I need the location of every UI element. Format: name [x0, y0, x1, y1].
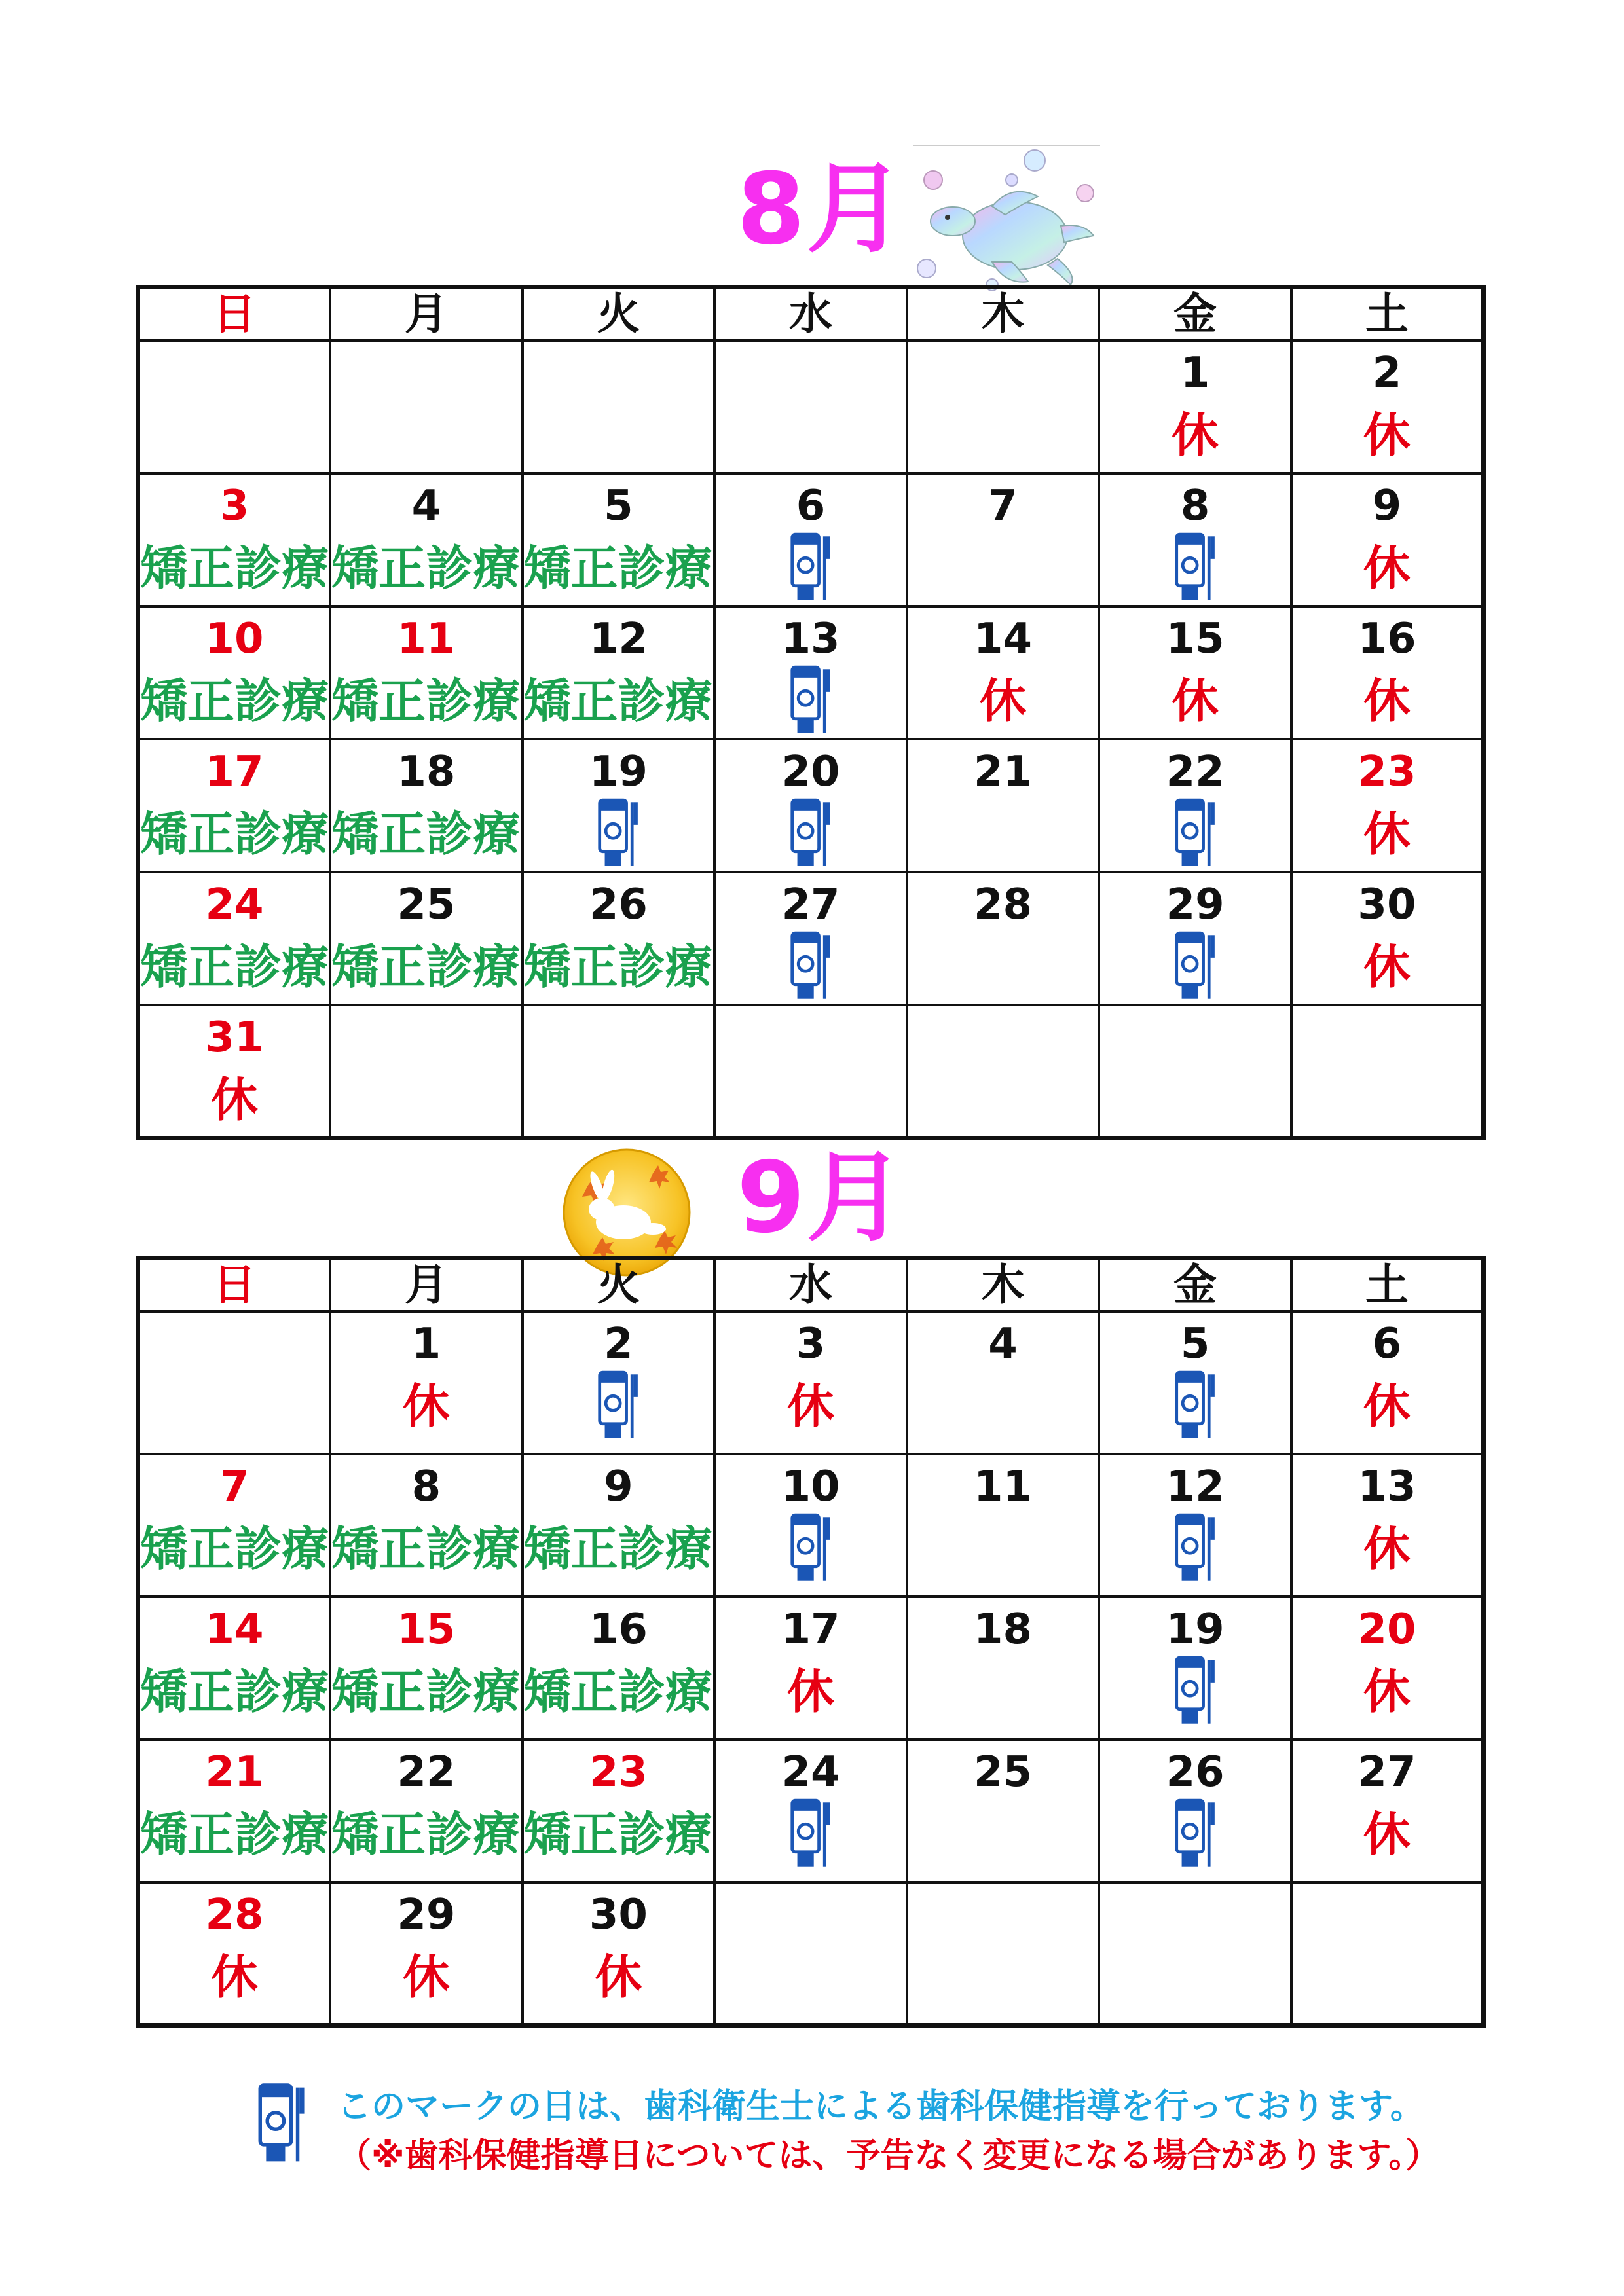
day-number: 27: [1357, 1748, 1416, 1796]
day-cell: [523, 1740, 715, 1882]
day-number: 6: [1372, 1320, 1402, 1368]
day-cell: [1291, 340, 1484, 473]
orthodontic-label: 矯正診療: [331, 931, 521, 1003]
day-number: 27: [781, 881, 840, 929]
toothpaste-toothbrush-icon: [788, 931, 834, 1003]
day-cell: [1291, 1740, 1484, 1882]
day-cell: [523, 1882, 715, 2025]
day-cell: [330, 1597, 523, 1740]
day-number: 16: [589, 1605, 648, 1654]
toothpaste-toothbrush-icon: [1172, 1656, 1218, 1728]
toothpaste-toothbrush-icon: [1172, 532, 1218, 604]
day-cell: [138, 606, 331, 739]
day-number: 10: [781, 1463, 840, 1511]
weekday-header: 土: [1291, 1258, 1484, 1312]
day-cell: [138, 1882, 331, 2025]
day-number: 4: [411, 482, 441, 530]
day-cell: [523, 1597, 715, 1740]
hygiene-guidance-mark: [1100, 532, 1290, 604]
week-row: [138, 473, 1484, 606]
orthodontic-label: 矯正診療: [140, 1656, 329, 1728]
day-cell: [1291, 473, 1484, 606]
holiday-label: 休: [1172, 674, 1219, 729]
day-cell: [138, 1005, 331, 1139]
day-cell: [714, 872, 907, 1005]
hygiene-guidance-mark: [524, 1370, 714, 1442]
day-number: 20: [1357, 1605, 1416, 1654]
day-number: 17: [205, 748, 264, 796]
hygiene-guidance-mark: [524, 798, 714, 870]
day-number: 18: [974, 1605, 1033, 1654]
day-number: 19: [589, 748, 648, 796]
holiday-label: 休: [1363, 807, 1411, 862]
day-number: 13: [781, 615, 840, 663]
holiday-label: 休: [1363, 939, 1411, 994]
orthodontic-label: 矯正診療: [524, 931, 714, 1003]
hygiene-guidance-mark: [1100, 1798, 1290, 1870]
week-row: [138, 1597, 1484, 1740]
day-number: 9: [1372, 482, 1402, 530]
day-cell: [714, 340, 907, 473]
day-cell: [330, 1454, 523, 1597]
day-cell: [1099, 1882, 1291, 2025]
day-cell: [523, 606, 715, 739]
day-cell: [523, 1311, 715, 1454]
day-cell: [1291, 1005, 1484, 1139]
toothpaste-toothbrush-icon: [788, 1798, 834, 1870]
day-cell: [330, 473, 523, 606]
orthodontic-label: 矯正診療: [524, 1656, 714, 1728]
toothpaste-toothbrush-icon: [1172, 1370, 1218, 1442]
day-cell: [138, 1740, 331, 1882]
weekday-header: 月: [330, 287, 523, 341]
day-number: 30: [589, 1891, 648, 1939]
day-number: 10: [205, 615, 264, 663]
weekday-header: 土: [1291, 287, 1484, 341]
day-cell: [1099, 1311, 1291, 1454]
day-number: 5: [1180, 1320, 1210, 1368]
hygiene-guidance-mark: [1100, 1513, 1290, 1585]
day-cell: [907, 340, 1099, 473]
day-cell: [330, 1005, 523, 1139]
legend-text: このマークの日は、歯科衛生士による歯科保健指導を行っております。: [337, 2087, 1424, 2126]
weekday-header: 日: [138, 287, 331, 341]
day-cell: [1099, 1454, 1291, 1597]
orthodontic-label: 矯正診療: [331, 1798, 521, 1870]
day-cell: [523, 473, 715, 606]
orthodontic-label: 矯正診療: [524, 1798, 714, 1870]
holiday-label: 休: [211, 1072, 259, 1127]
orthodontic-label: 矯正診療: [524, 665, 714, 737]
day-number: 15: [1166, 615, 1225, 663]
day-cell: [714, 1740, 907, 1882]
hygiene-guidance-mark: [1100, 1370, 1290, 1442]
day-number: 8: [1180, 482, 1210, 530]
august-calendar: [136, 285, 1486, 1140]
day-number: 21: [974, 748, 1033, 796]
day-cell: [907, 473, 1099, 606]
day-cell: [714, 606, 907, 739]
orthodontic-label: 矯正診療: [331, 532, 521, 604]
orthodontic-label: 矯正診療: [140, 665, 329, 737]
orthodontic-label: 矯正診療: [331, 798, 521, 870]
week-row: [138, 340, 1484, 473]
hygiene-guidance-mark: [716, 1513, 906, 1585]
hygiene-guidance-mark: [716, 1798, 906, 1870]
toothpaste-toothbrush-icon: [255, 2082, 308, 2167]
toothpaste-toothbrush-icon: [788, 798, 834, 870]
weekday-header: 月: [330, 1258, 523, 1312]
holiday-label: 休: [402, 1950, 450, 2005]
day-cell: [907, 1005, 1099, 1139]
day-cell: [714, 1454, 907, 1597]
holiday-label: 休: [1363, 1379, 1411, 1434]
weekday-header: 水: [714, 1258, 907, 1312]
day-number: 2: [1372, 349, 1402, 397]
day-cell: [1099, 872, 1291, 1005]
day-number: 28: [974, 881, 1033, 929]
day-cell: [714, 1597, 907, 1740]
toothpaste-toothbrush-icon: [595, 1370, 641, 1442]
day-cell: [1099, 473, 1291, 606]
day-cell: [1099, 1597, 1291, 1740]
day-cell: [907, 1311, 1099, 1454]
toothpaste-toothbrush-icon: [1172, 931, 1218, 1003]
hygiene-guidance-mark: [716, 798, 906, 870]
orthodontic-label: 矯正診療: [331, 1513, 521, 1585]
toothpaste-toothbrush-icon: [1172, 798, 1218, 870]
day-cell: [1099, 606, 1291, 739]
holiday-label: 休: [1363, 1664, 1411, 1719]
day-number: 29: [1166, 881, 1225, 929]
day-cell: [1291, 1311, 1484, 1454]
orthodontic-label: 矯正診療: [331, 1656, 521, 1728]
day-cell: [907, 739, 1099, 872]
weekday-header: 金: [1099, 1258, 1291, 1312]
day-number: 12: [589, 615, 648, 663]
august-title: 8月: [737, 153, 906, 266]
day-number: 15: [397, 1605, 456, 1654]
orthodontic-label: 矯正診療: [140, 931, 329, 1003]
orthodontic-label: 矯正診療: [140, 1798, 329, 1870]
day-number: 11: [974, 1463, 1033, 1511]
toothpaste-toothbrush-icon: [595, 798, 641, 870]
day-cell: [138, 340, 331, 473]
orthodontic-label: 矯正診療: [524, 532, 714, 604]
day-number: 24: [781, 1748, 840, 1796]
day-number: 14: [205, 1605, 264, 1654]
day-cell: [1291, 1882, 1484, 2025]
day-number: 22: [1166, 748, 1225, 796]
day-number: 26: [1166, 1748, 1225, 1796]
day-number: 8: [411, 1463, 441, 1511]
holiday-label: 休: [1363, 674, 1411, 729]
day-cell: [1291, 1597, 1484, 1740]
day-number: 1: [1180, 349, 1210, 397]
day-cell: [330, 1740, 523, 1882]
toothpaste-toothbrush-icon: [1172, 1513, 1218, 1585]
day-cell: [907, 606, 1099, 739]
day-cell: [1099, 1005, 1291, 1139]
day-number: 14: [974, 615, 1033, 663]
week-row: [138, 1882, 1484, 2025]
day-number: 30: [1357, 881, 1416, 929]
toothpaste-toothbrush-icon: [788, 665, 834, 737]
day-cell: [523, 872, 715, 1005]
day-number: 28: [205, 1891, 264, 1939]
holiday-label: 休: [979, 674, 1027, 729]
day-cell: [330, 739, 523, 872]
holiday-label: 休: [786, 1664, 834, 1719]
holiday-label: 休: [211, 1950, 259, 2005]
day-number: 22: [397, 1748, 456, 1796]
day-cell: [330, 1882, 523, 2025]
weekday-header: 木: [907, 1258, 1099, 1312]
day-cell: [714, 473, 907, 606]
holiday-label: 休: [1172, 408, 1219, 463]
toothpaste-toothbrush-icon: [788, 532, 834, 604]
day-cell: [523, 1454, 715, 1597]
weekday-header: 水: [714, 287, 907, 341]
week-row: [138, 739, 1484, 872]
hygiene-guidance-mark: [1100, 798, 1290, 870]
august-weeks: [138, 340, 1484, 1139]
day-number: 23: [1357, 748, 1416, 796]
day-cell: [714, 1882, 907, 2025]
holiday-label: 休: [786, 1379, 834, 1434]
weekday-header-row: [138, 1258, 1484, 1312]
day-cell: [1291, 606, 1484, 739]
day-cell: [1099, 739, 1291, 872]
legend-disclaimer: （※歯科保健指導日については、予告なく変更になる場合があります。）: [337, 2136, 1440, 2176]
hygiene-guidance-mark: [1100, 931, 1290, 1003]
day-cell: [1099, 1740, 1291, 1882]
holiday-label: 休: [402, 1379, 450, 1434]
week-row: [138, 1005, 1484, 1139]
week-row: [138, 872, 1484, 1005]
day-cell: [330, 1311, 523, 1454]
day-number: 23: [589, 1748, 648, 1796]
day-number: 9: [604, 1463, 633, 1511]
orthodontic-label: 矯正診療: [140, 532, 329, 604]
week-row: [138, 1311, 1484, 1454]
day-cell: [714, 1005, 907, 1139]
hygiene-guidance-mark: [716, 665, 906, 737]
holiday-label: 休: [1363, 1807, 1411, 1862]
day-number: 31: [205, 1013, 264, 1062]
day-number: 13: [1357, 1463, 1416, 1511]
toothpaste-toothbrush-icon: [788, 1513, 834, 1585]
holiday-label: 休: [1363, 408, 1411, 463]
holiday-label: 休: [595, 1950, 642, 2005]
week-row: [138, 606, 1484, 739]
holiday-label: 休: [1363, 1522, 1411, 1576]
toothpaste-toothbrush-icon: [1172, 1798, 1218, 1870]
day-cell: [523, 739, 715, 872]
day-number: 18: [397, 748, 456, 796]
day-cell: [330, 340, 523, 473]
day-cell: [138, 473, 331, 606]
weekday-header: 火: [523, 1258, 715, 1312]
weekday-header: 火: [523, 287, 715, 341]
hygiene-guidance-mark: [1100, 1656, 1290, 1728]
day-number: 4: [988, 1320, 1018, 1368]
day-number: 25: [974, 1748, 1033, 1796]
day-cell: [138, 1311, 331, 1454]
day-cell: [1291, 872, 1484, 1005]
weekday-header: 木: [907, 287, 1099, 341]
orthodontic-label: 矯正診療: [524, 1513, 714, 1585]
hygiene-guidance-mark: [716, 931, 906, 1003]
day-number: 6: [796, 482, 826, 530]
day-number: 3: [796, 1320, 826, 1368]
day-cell: [907, 872, 1099, 1005]
weekday-header: 日: [138, 1258, 331, 1312]
day-cell: [714, 1311, 907, 1454]
day-number: 29: [397, 1891, 456, 1939]
day-number: 1: [411, 1320, 441, 1368]
day-number: 19: [1166, 1605, 1225, 1654]
day-number: 5: [604, 482, 633, 530]
orthodontic-label: 矯正診療: [331, 665, 521, 737]
day-cell: [138, 1597, 331, 1740]
day-cell: [523, 1005, 715, 1139]
september-calendar: [136, 1256, 1486, 2028]
day-number: 7: [219, 1463, 249, 1511]
day-cell: [907, 1882, 1099, 2025]
week-row: [138, 1740, 1484, 1882]
weekday-header-row: [138, 287, 1484, 341]
day-number: 3: [219, 482, 249, 530]
september-weeks: [138, 1311, 1484, 2025]
holiday-label: 休: [1363, 541, 1411, 596]
day-cell: [138, 739, 331, 872]
day-cell: [138, 1454, 331, 1597]
day-cell: [1291, 1454, 1484, 1597]
day-number: 2: [604, 1320, 633, 1368]
day-cell: [907, 1740, 1099, 1882]
day-number: 16: [1357, 615, 1416, 663]
day-number: 11: [397, 615, 456, 663]
day-number: 25: [397, 881, 456, 929]
day-cell: [1291, 739, 1484, 872]
hygiene-guidance-mark: [716, 532, 906, 604]
week-row: [138, 1454, 1484, 1597]
orthodontic-label: 矯正診療: [140, 798, 329, 870]
day-cell: [523, 340, 715, 473]
day-cell: [907, 1597, 1099, 1740]
orthodontic-label: 矯正診療: [140, 1513, 329, 1585]
day-number: 7: [988, 482, 1018, 530]
day-cell: [330, 606, 523, 739]
weekday-header: 金: [1099, 287, 1291, 341]
day-number: 20: [781, 748, 840, 796]
sea-turtle-icon: [913, 144, 1100, 291]
day-number: 21: [205, 1748, 264, 1796]
day-cell: [330, 872, 523, 1005]
day-cell: [714, 739, 907, 872]
day-number: 26: [589, 881, 648, 929]
day-number: 12: [1166, 1463, 1225, 1511]
day-cell: [907, 1454, 1099, 1597]
day-cell: [1099, 340, 1291, 473]
september-title: 9月: [737, 1141, 906, 1255]
day-cell: [138, 872, 331, 1005]
day-number: 24: [205, 881, 264, 929]
day-number: 17: [781, 1605, 840, 1654]
